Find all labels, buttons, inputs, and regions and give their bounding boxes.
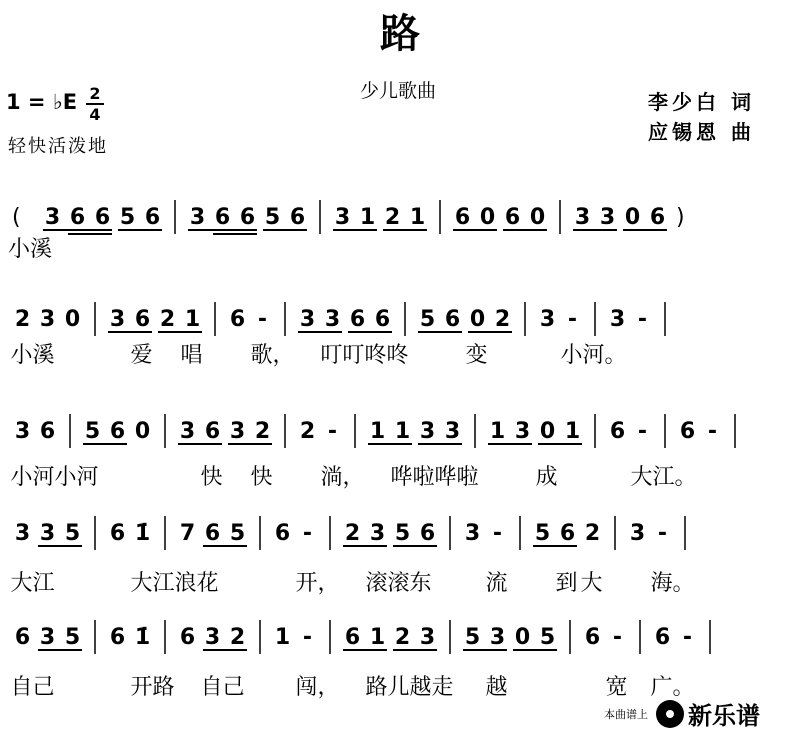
note: 6 xyxy=(179,625,196,650)
note: 2 xyxy=(254,419,271,444)
note: 6 xyxy=(214,205,231,230)
repeat-open-paren: ( xyxy=(12,205,21,230)
tempo-marking: 轻快活泼地 xyxy=(8,136,108,157)
note: 6 xyxy=(69,205,86,230)
note: - xyxy=(302,521,313,546)
note: 3 xyxy=(489,625,506,650)
note: 0 xyxy=(64,307,81,332)
staff-svg xyxy=(0,496,800,566)
lyric-syllable: 爱 xyxy=(130,343,153,368)
note: 3 xyxy=(419,419,436,444)
note: 5 xyxy=(419,307,436,332)
note: 3 xyxy=(189,205,206,230)
repeat-close-paren: ) xyxy=(676,205,685,230)
note: 6 xyxy=(344,625,361,650)
note: 3 xyxy=(39,521,56,546)
lyric-syllable: 大江浪花 xyxy=(130,571,219,596)
note: 6 xyxy=(39,419,56,444)
note: 6 xyxy=(289,205,306,230)
lyric-syllable: 自己 xyxy=(200,675,245,700)
lyric-syllable: 叮叮咚咚 xyxy=(320,343,409,368)
lyric-syllable: 海。 xyxy=(650,571,695,596)
note: 3 xyxy=(39,307,56,332)
note: 5 xyxy=(534,521,551,546)
note: - xyxy=(302,625,313,650)
note: 3 xyxy=(369,521,386,546)
note: 1 xyxy=(409,205,426,230)
note: 0 xyxy=(469,307,486,332)
note: 5 xyxy=(464,625,481,650)
time-signature-top: 2 xyxy=(89,84,101,103)
lyric-syllable: 大 xyxy=(580,571,603,596)
note: 6 xyxy=(584,625,601,650)
note: 1 xyxy=(489,419,506,444)
note: 3 xyxy=(599,205,616,230)
composer-credit: 应锡恩 曲 xyxy=(648,120,755,144)
note: - xyxy=(682,625,693,650)
note: 3 xyxy=(574,205,591,230)
note: 1 xyxy=(359,205,376,230)
staff-svg xyxy=(0,180,800,250)
song-title: 路 xyxy=(380,11,420,57)
note: 1 xyxy=(369,625,386,650)
note: 6 xyxy=(649,205,666,230)
time-signature xyxy=(86,84,104,124)
note: 2 xyxy=(394,625,411,650)
note: 2 xyxy=(384,205,401,230)
note: 2 xyxy=(229,625,246,650)
note: 6 xyxy=(144,205,161,230)
lyricist-credit: 李少白 词 xyxy=(648,90,755,114)
note: 2 xyxy=(344,521,361,546)
note: - xyxy=(492,521,503,546)
staff-svg xyxy=(0,394,800,464)
note: 5 xyxy=(394,521,411,546)
note: 5 xyxy=(264,205,281,230)
note: 3 xyxy=(179,419,196,444)
note: 3 xyxy=(39,625,56,650)
watermark-text: 本曲谱上 xyxy=(604,707,648,721)
note: 3 xyxy=(514,419,531,444)
note: 6 xyxy=(419,521,436,546)
note: 3 xyxy=(109,307,126,332)
staff-3 xyxy=(0,394,800,464)
note: 5 xyxy=(84,419,101,444)
note: 2 xyxy=(494,307,511,332)
note: 6 xyxy=(559,521,576,546)
note: 6 xyxy=(204,419,221,444)
note: 1 xyxy=(564,419,581,444)
staff-1 xyxy=(0,180,800,250)
note: 3 xyxy=(334,205,351,230)
lyric-syllable: 到 xyxy=(555,571,578,596)
lyric-syllable: 流 xyxy=(485,571,508,596)
note: 6 xyxy=(109,625,126,650)
lyric-syllable: 滚滚东 xyxy=(365,571,432,596)
song-subtitle: 少儿歌曲 xyxy=(360,80,437,102)
note: 1̇ xyxy=(134,625,151,650)
note: 3 xyxy=(204,625,221,650)
note: 0 xyxy=(539,419,556,444)
lyric-syllable: 路儿越走 xyxy=(365,675,454,700)
note: 3 xyxy=(539,307,556,332)
note: 3 xyxy=(464,521,481,546)
note: 3 xyxy=(14,521,31,546)
note: 6 xyxy=(349,307,366,332)
note: 3 xyxy=(629,521,646,546)
note: 6 xyxy=(504,205,521,230)
lyric-syllable: 唱 xyxy=(180,343,203,368)
lyric-syllable: 成 xyxy=(535,465,558,490)
lyric-syllable: 自己 xyxy=(10,675,55,700)
lyric-syllable: 快 xyxy=(200,465,223,490)
time-signature-bottom: 4 xyxy=(86,103,104,124)
lyric-syllable: 开， xyxy=(295,571,340,596)
note: 6 xyxy=(454,205,471,230)
note: 7 xyxy=(179,521,196,546)
lyric-syllable: 快 xyxy=(250,465,273,490)
note: 6 xyxy=(94,205,111,230)
note: 6 xyxy=(274,521,291,546)
note: 6 xyxy=(14,625,31,650)
note: 3 xyxy=(299,307,316,332)
lyric-syllable: 广。 xyxy=(650,675,695,700)
note: 2 xyxy=(299,419,316,444)
note: 6 xyxy=(374,307,391,332)
note: 1̇ xyxy=(134,521,151,546)
note: 0 xyxy=(134,419,151,444)
note: 5 xyxy=(64,521,81,546)
staff-4 xyxy=(0,496,800,566)
note: - xyxy=(637,419,648,444)
note: 3 xyxy=(229,419,246,444)
staff-5 xyxy=(0,600,800,670)
note: 6 xyxy=(204,521,221,546)
lyric-syllable: 淌， xyxy=(320,465,365,490)
note: 3 xyxy=(609,307,626,332)
key-signature: 1 = ♭E xyxy=(6,90,78,114)
note: 6 xyxy=(239,205,256,230)
lyric-syllable: 宽 xyxy=(605,675,628,700)
note: 1 xyxy=(369,419,386,444)
lyric-syllable: 大江 xyxy=(10,571,55,596)
lyric-syllable: 小溪 xyxy=(10,343,55,368)
note: 6 xyxy=(654,625,671,650)
note: 5 xyxy=(229,521,246,546)
note: 1 xyxy=(184,307,201,332)
staff-svg xyxy=(0,600,800,670)
note: 3 xyxy=(324,307,341,332)
note: 1 xyxy=(274,625,291,650)
note: 0 xyxy=(624,205,641,230)
note: 6 xyxy=(109,521,126,546)
watermark-brand: 新乐谱 xyxy=(688,702,760,730)
note: 0 xyxy=(514,625,531,650)
note: - xyxy=(567,307,578,332)
note: 2 xyxy=(14,307,31,332)
note: 2 xyxy=(159,307,176,332)
note: - xyxy=(637,307,648,332)
note: 3 xyxy=(419,625,436,650)
note: 6 xyxy=(444,307,461,332)
lyric-syllable: 开路 xyxy=(130,675,175,700)
vinyl-disc-icon xyxy=(656,700,684,728)
lyric-syllable: 哗啦哗啦 xyxy=(390,465,479,490)
lyric-syllable: 小溪 xyxy=(8,237,53,262)
note: 3 xyxy=(444,419,461,444)
note: - xyxy=(707,419,718,444)
lyric-syllable: 变 xyxy=(465,343,488,368)
lyric-syllable: 越 xyxy=(485,675,508,700)
lyric-syllable: 小河。 xyxy=(560,343,627,368)
note: 1 xyxy=(394,419,411,444)
note: 0 xyxy=(529,205,546,230)
watermark xyxy=(604,696,760,731)
note: - xyxy=(657,521,668,546)
lyric-syllable: 闯， xyxy=(295,675,340,700)
note: 5 xyxy=(539,625,556,650)
note: 6 xyxy=(109,419,126,444)
note: 5 xyxy=(64,625,81,650)
note: 6 xyxy=(679,419,696,444)
note: - xyxy=(327,419,338,444)
note: 5 xyxy=(119,205,136,230)
lyric-syllable: 小河小河 xyxy=(10,465,99,490)
note: 0 xyxy=(479,205,496,230)
note: 2 xyxy=(584,521,601,546)
note: 3 xyxy=(44,205,61,230)
note: 3 xyxy=(14,419,31,444)
lyric-syllable: 歌， xyxy=(250,343,295,368)
lyric-syllable: 大江。 xyxy=(630,465,697,490)
note: - xyxy=(257,307,268,332)
note: 6 xyxy=(134,307,151,332)
note: 6 xyxy=(229,307,246,332)
note: - xyxy=(612,625,623,650)
note: 6 xyxy=(609,419,626,444)
